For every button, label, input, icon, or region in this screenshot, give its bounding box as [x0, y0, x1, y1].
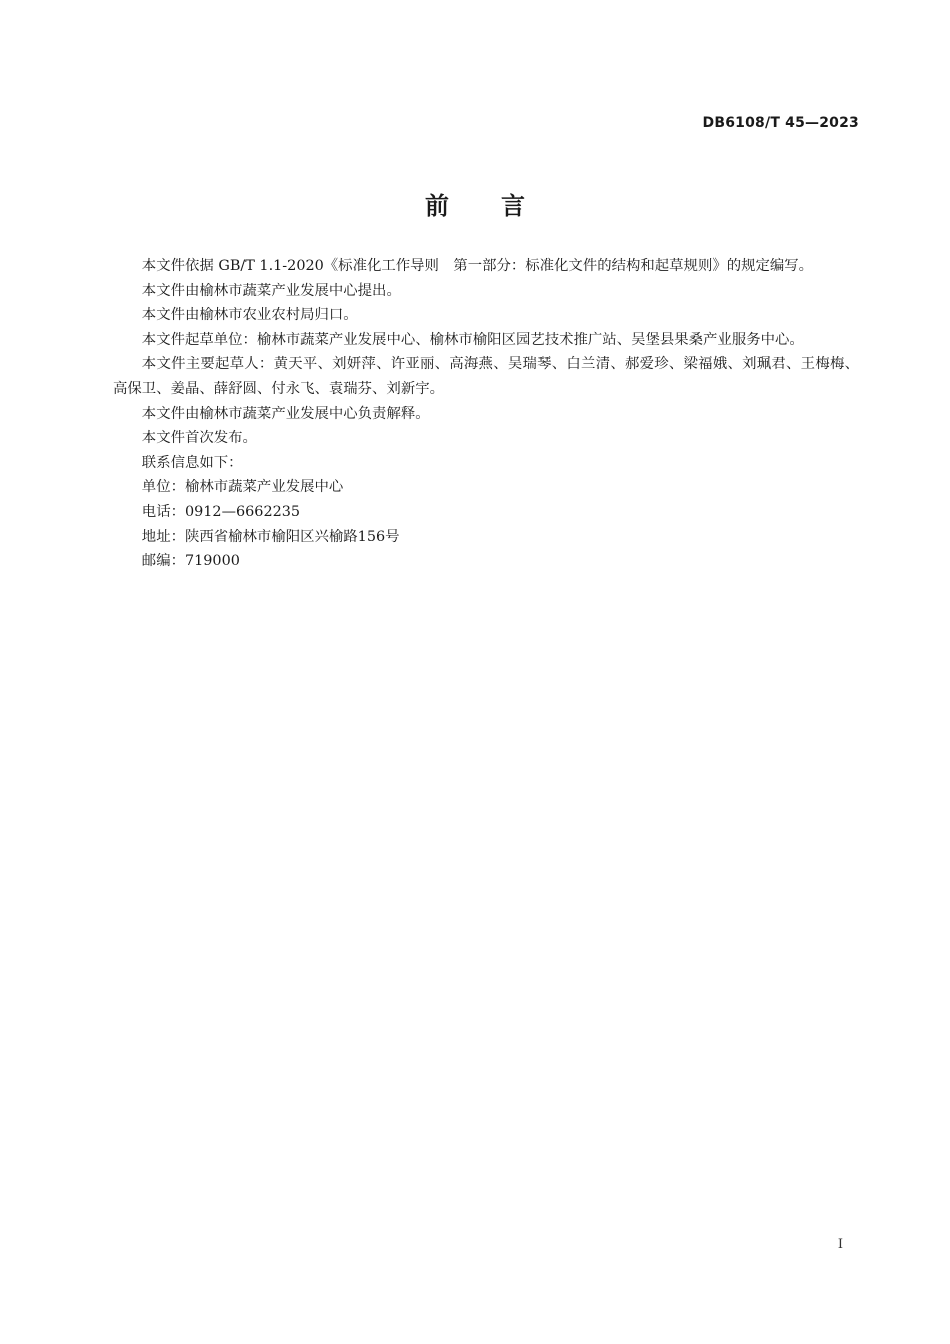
document-code: DB6108/T 45—2023: [702, 115, 859, 131]
title-char-2: 言: [501, 192, 525, 220]
paragraph-interpretation: 本文件由榆林市蔬菜产业发展中心负责解释。: [141, 405, 430, 422]
contact-postcode: 邮编：719000: [141, 553, 240, 570]
contact-unit: 单位：榆林市蔬菜产业发展中心: [141, 479, 344, 496]
page-title: [0, 186, 950, 221]
contact-phone: 电话：0912—6662235: [141, 503, 301, 520]
paragraph-drafters: 本文件主要起草人：黄天平、刘妍萍、许亚丽、高海燕、吴瑞琴、白兰清、郝爱珍、梁福娥、刘珮君、王梅梅、高保卫、姜晶、薛舒圆、付永飞、袁瑞芬、刘新宇。: [113, 356, 859, 397]
paragraph-first-release: 本文件首次发布。: [141, 430, 257, 447]
paragraph-administrator: 本文件由榆林市农业农村局归口。: [141, 307, 358, 324]
paragraph-proposer: 本文件由榆林市蔬菜产业发展中心提出。: [141, 282, 401, 299]
title-char-1: 前: [425, 192, 449, 220]
contact-address: 地址：陕西省榆林市榆阳区兴榆路156号: [141, 528, 400, 545]
paragraph-contact-intro: 联系信息如下：: [141, 454, 243, 471]
paragraph-drafting-units: 本文件起草单位：榆林市蔬菜产业发展中心、榆林市榆阳区园艺技术推广站、吴堡县果桑产业服务中心。: [141, 331, 804, 348]
page-number: I: [837, 1237, 843, 1252]
paragraph-basis: 本文件依据 GB/T 1.1-2020《标准化工作导则 第一部分：标准化文件的结构和起草规则》的规定编写。: [141, 258, 814, 274]
preface-body: [113, 254, 859, 574]
